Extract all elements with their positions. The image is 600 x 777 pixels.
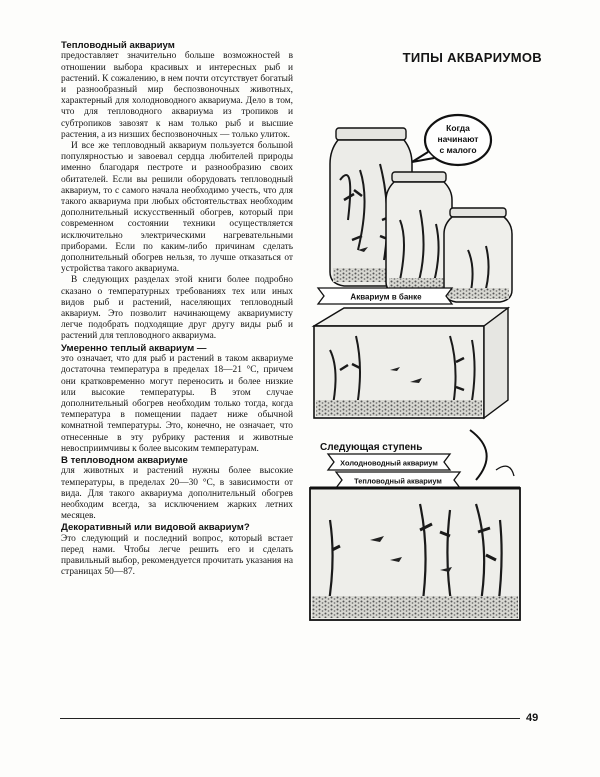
heading-warm-aquarium: Тепловодный аквариум (61, 40, 175, 51)
section-header: ТИПЫ АКВАРИУМОВ (402, 50, 542, 65)
aquarium-types-illustration (300, 100, 542, 625)
bubble-line-3: с малого (439, 145, 477, 155)
paragraph-1: предоставляет значительно больше возможностей в отношении выбора красивых и интересных рыб и растений. К сожалению, в нем почти отсутствует богатый и разнообразный мир беспозвоночных животных, характерный для холодноводного аквариума. Дело в том, что для тепловодного аквариума из тропиков и субтропиков завозят к нам только рыб и высшие растения, а из низших беспозвоночных — только улиток. (61, 51, 293, 140)
paragraph-4: это означает, что для рыб и растений в таком аквариуме достаточна температура в пределах 18—21 °C, причем они кратковременно могут переносить и более низкие или высокие температуры. В этом случае дополнительный обогрев необходим только тогда, когда температура в помещении падает ниже обычной комнатной температуры. Это, конечно, не означает, что отнесенные в эту рубрику растения и животные невосприимчивы к более высоким температурам. (61, 354, 293, 454)
next-step-title: Следующая ступень (320, 442, 423, 453)
banner-jar-aquarium (318, 288, 452, 304)
bottom-tank-icon (310, 466, 520, 620)
ribbon-cold-label: Холодноводный аквариум (340, 458, 438, 468)
heading-in-warm-aquarium: В тепловодном аквариуме (61, 454, 188, 466)
bubble-line-2: начинают (437, 134, 479, 144)
paragraph-5: для животных и растений нужны более высокие температуры, в пределах 20—30 °C, в зависимости от вида. Для такого аквариума дополнительный обогрев необходим всегда, за исключением жарких летних месяцев. (61, 466, 293, 522)
small-jar-icon (444, 208, 512, 302)
paragraph-3: В следующих разделах этой книги более подробно сказано о температурных требованиях тех или иных видов рыб и растений, населяющих тепловодный аквариум. Это позволит начинающему аквариумисту легче подобрать подходящие друг другу виды рыб и растений для тепловодного аквариума. (61, 275, 293, 342)
paragraph-2: И все же тепловодный аквариум пользуется большой популярностью и завоевал сердца любителей природы именно благодаря пестроте и разнообразию своих обитателей. Если вы решили оборудовать тепловодный аквариум, то с самого начала необходимо учесть, что для такого аквариума при любых обстоятельствах необходим дополнительный искусственный обогрев, который при современном состоянии техники осуществляется исключительно электрическими нагревательными приборами. Если по каким-либо причинам сделать дополнительный обогрев нельзя, то лучше отказаться от устройства такого аквариума. (61, 141, 293, 275)
next-step-labels (320, 430, 487, 488)
heading-decorative: Декоративный или видовой аквариум? (61, 522, 250, 534)
text-column (61, 40, 293, 579)
paragraph-6: Это следующий и последний вопрос, который встает перед нами. Чтобы легче решить его и сделать правильный выбор, рекомендуется прочитать указания на страницах 50—87. (61, 533, 293, 578)
medium-jar-icon (386, 172, 452, 294)
banner-jar-label: Аквариум в банке (350, 292, 422, 302)
ribbon-warm-label: Тепловодный аквариум (354, 476, 442, 486)
middle-tank-icon (314, 308, 508, 418)
footer-rule (60, 718, 520, 719)
bubble-line-1: Когда (446, 123, 470, 133)
speech-bubble (412, 115, 491, 165)
page-number: 49 (526, 712, 539, 724)
heading-moderately-warm: Умеренно теплый аквариум — (61, 342, 207, 354)
